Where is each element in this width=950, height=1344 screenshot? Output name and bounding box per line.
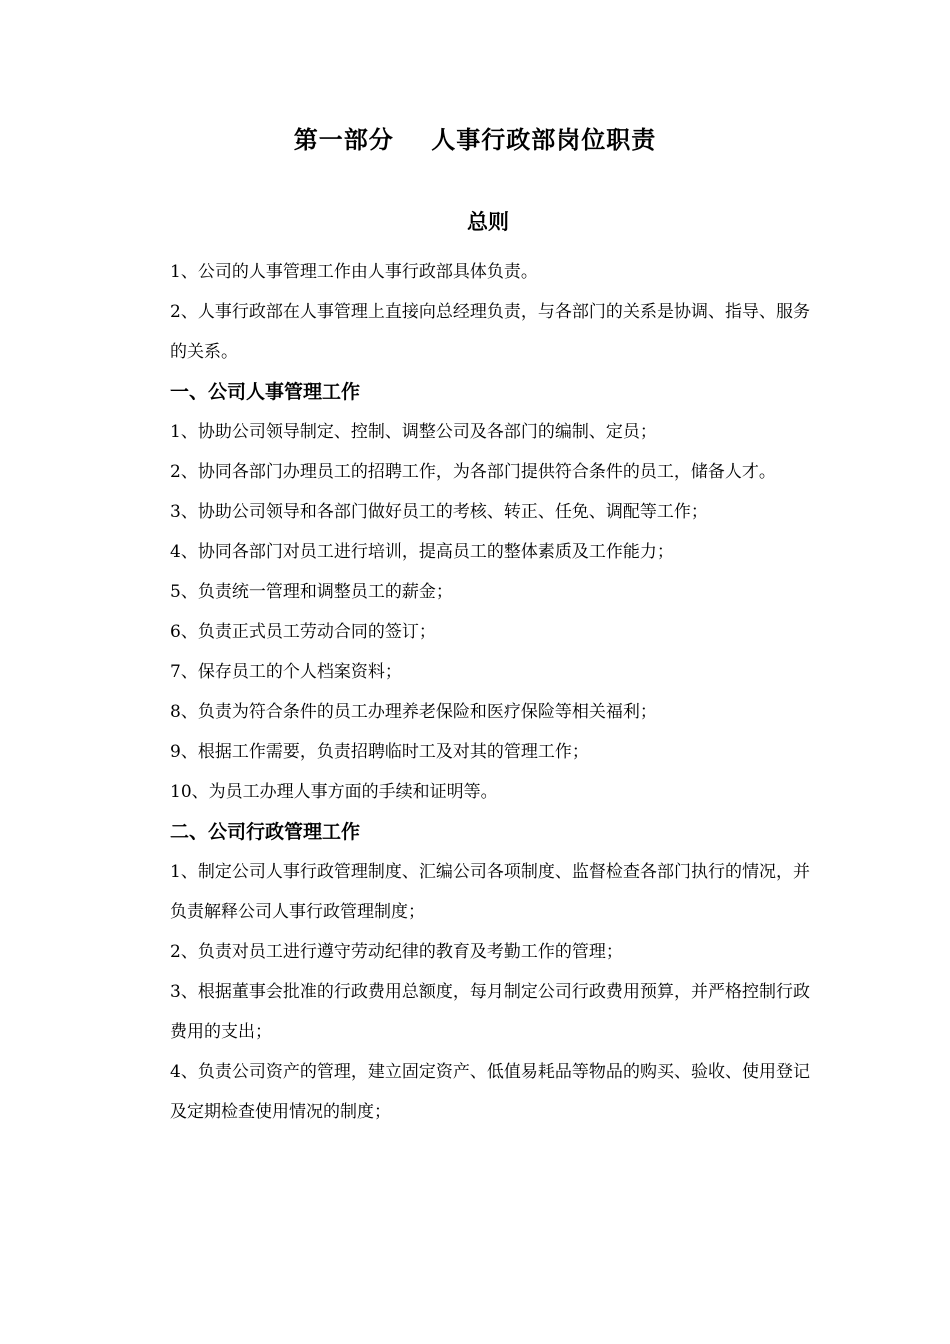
- section-2-item: 4、负责公司资产的管理，建立固定资产、低值易耗品等物品的购买、验收、使用登记及定期检查使用情况的制度；: [170, 1062, 810, 1122]
- general-item-1: 1、公司的人事管理工作由人事行政部具体负责。: [170, 262, 538, 282]
- document-title: 第一部分 人事行政部岗位职责: [293, 126, 657, 154]
- section-2-item: 1、制定公司人事行政管理制度、汇编公司各项制度、监督检查各部门执行的情况，并负责解释公司人事行政管理制度；: [170, 862, 810, 922]
- section-1-heading: 一、公司人事管理工作: [170, 381, 361, 403]
- section-1-item: 8、负责为符合条件的员工办理养老保险和医疗保险等相关福利；: [170, 702, 657, 722]
- general-item-2: 2、人事行政部在人事管理上直接向总经理负责，与各部门的关系是协调、指导、服务的关系。: [170, 302, 810, 362]
- section-1-item: 2、协同各部门办理员工的招聘工作，为各部门提供符合条件的员工，储备人才。: [170, 462, 776, 482]
- section-1-item: 6、负责正式员工劳动合同的签订；: [170, 622, 436, 642]
- section-1-item: 5、负责统一管理和调整员工的薪金；: [170, 582, 453, 602]
- section-2-heading: 二、公司行政管理工作: [170, 821, 361, 843]
- section-1-item: 10、为员工办理人事方面的手续和证明等。: [170, 782, 498, 802]
- section-2-item: 2、负责对员工进行遵守劳动纪律的教育及考勤工作的管理；: [170, 942, 623, 962]
- section-2-item: 3、根据董事会批准的行政费用总额度，每月制定公司行政费用预算，并严格控制行政费用的支出；: [170, 982, 810, 1042]
- document-body: [170, 252, 810, 1132]
- section-1-item: 4、协同各部门对员工进行培训，提高员工的整体素质及工作能力；: [170, 542, 674, 562]
- general-heading: 总则: [467, 210, 509, 234]
- section-1-item: 7、保存员工的个人档案资料；: [170, 662, 402, 682]
- section-1-item: 1、协助公司领导制定、控制、调整公司及各部门的编制、定员；: [170, 422, 657, 442]
- section-1-item: 9、根据工作需要，负责招聘临时工及对其的管理工作；: [170, 742, 589, 762]
- section-1-item: 3、协助公司领导和各部门做好员工的考核、转正、任免、调配等工作；: [170, 502, 708, 522]
